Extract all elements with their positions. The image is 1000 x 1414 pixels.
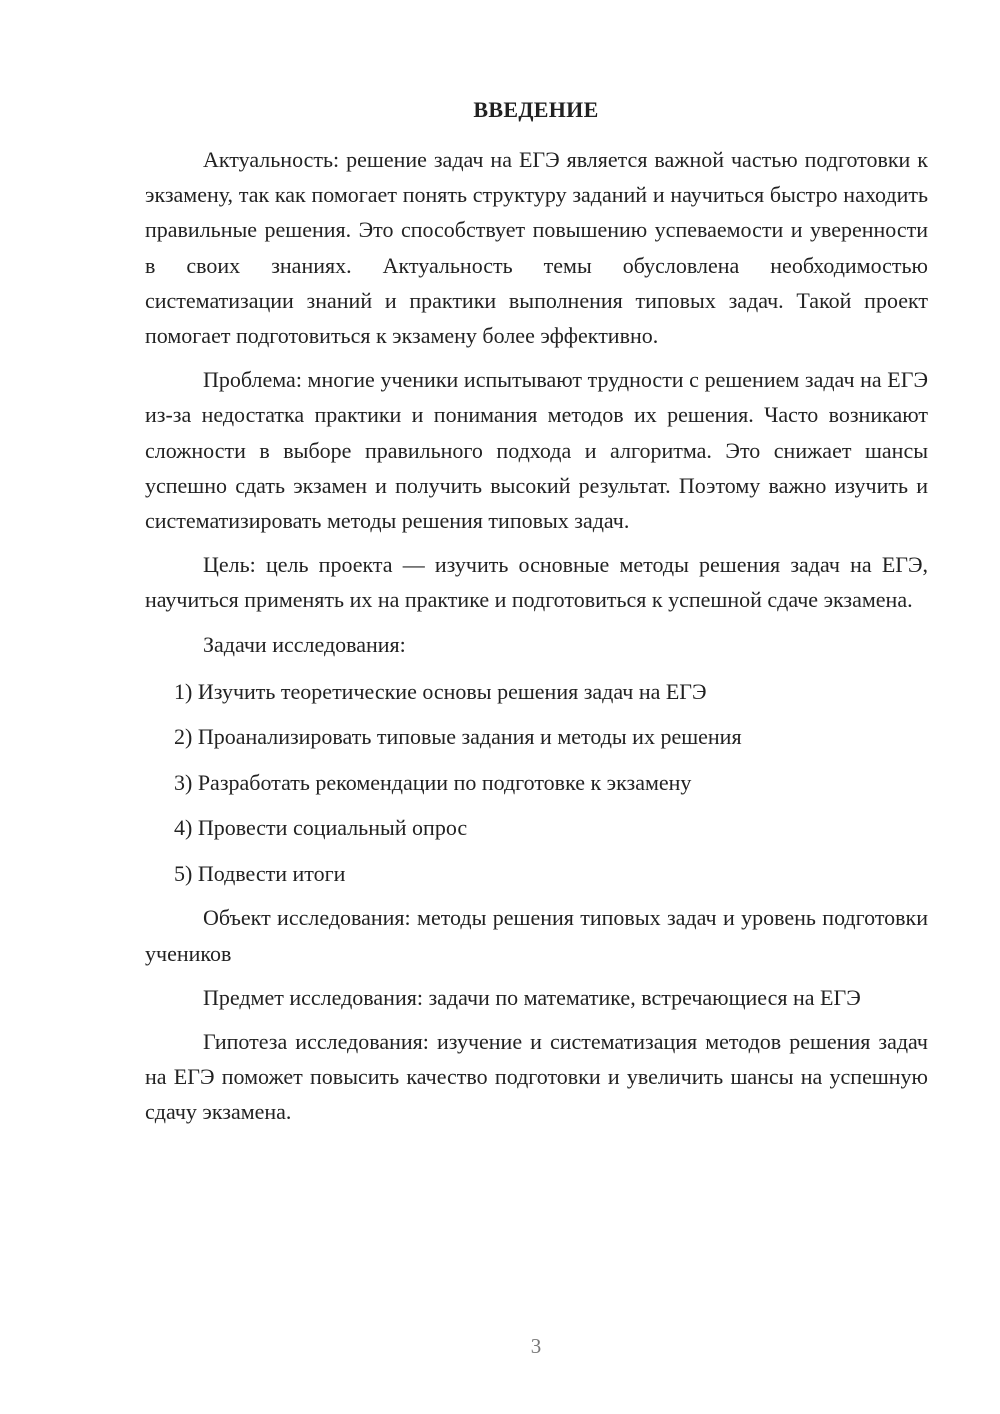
tasks-heading: Задачи исследования: [203, 631, 406, 657]
document-body [145, 142, 928, 1130]
list-item: 5) Подвести итоги [174, 860, 346, 886]
list-item: 3) Разработать рекомендации по подготовке к экзамену [174, 769, 692, 795]
relevance-paragraph: Актуальность: решение задач на ЕГЭ является важной частью подготовки к экзамену, так как помогает понять структуру заданий и научиться быстро находить правильные решения. Это способствует повышению успеваемости и уверенности в своих знаниях. Актуальность темы обусловлена необходимостью систематизации знаний и практики выполнения типовых задач. Такой проект помогает подготовиться к экзамену более эффективно. [145, 147, 928, 349]
problem-paragraph: Проблема: многие ученики испытывают трудности с решением задач на ЕГЭ из-за недостатка практики и понимания методов их решения. Часто возникают сложности в выборе правильного подхода и алгоритма. Это снижает шансы успешно сдать экзамен и получить высокий результат. Поэтому важно изучить и систематизировать методы решения типовых задач. [145, 367, 928, 534]
goal-paragraph: Цель: цель проекта — изучить основные методы решения задач на ЕГЭ, научиться применять их на практике и подготовиться к успешной сдаче экзамена. [145, 552, 928, 613]
subject-paragraph: Предмет исследования: задачи по математике, встречающиеся на ЕГЭ [203, 984, 861, 1010]
tasks-list-container [145, 669, 928, 897]
tasks-list [145, 669, 928, 897]
page-number: 3 [530, 1334, 542, 1358]
list-item: 4) Провести социальный опрос [174, 815, 468, 841]
hypothesis-paragraph: Гипотеза исследования: изучение и систематизация методов решения задач на ЕГЭ поможет повысить качество подготовки и увеличить шансы на успешную сдачу экзамена. [145, 1028, 928, 1125]
list-item: 1) Изучить теоретические основы решения задач на ЕГЭ [174, 678, 707, 704]
page-title: ВВЕДЕНИЕ [473, 97, 599, 122]
object-paragraph: Объект исследования: методы решения типовых задач и уровень подготовки учеников [145, 905, 928, 966]
list-item: 2) Проанализировать типовые задания и методы их решения [174, 724, 742, 750]
